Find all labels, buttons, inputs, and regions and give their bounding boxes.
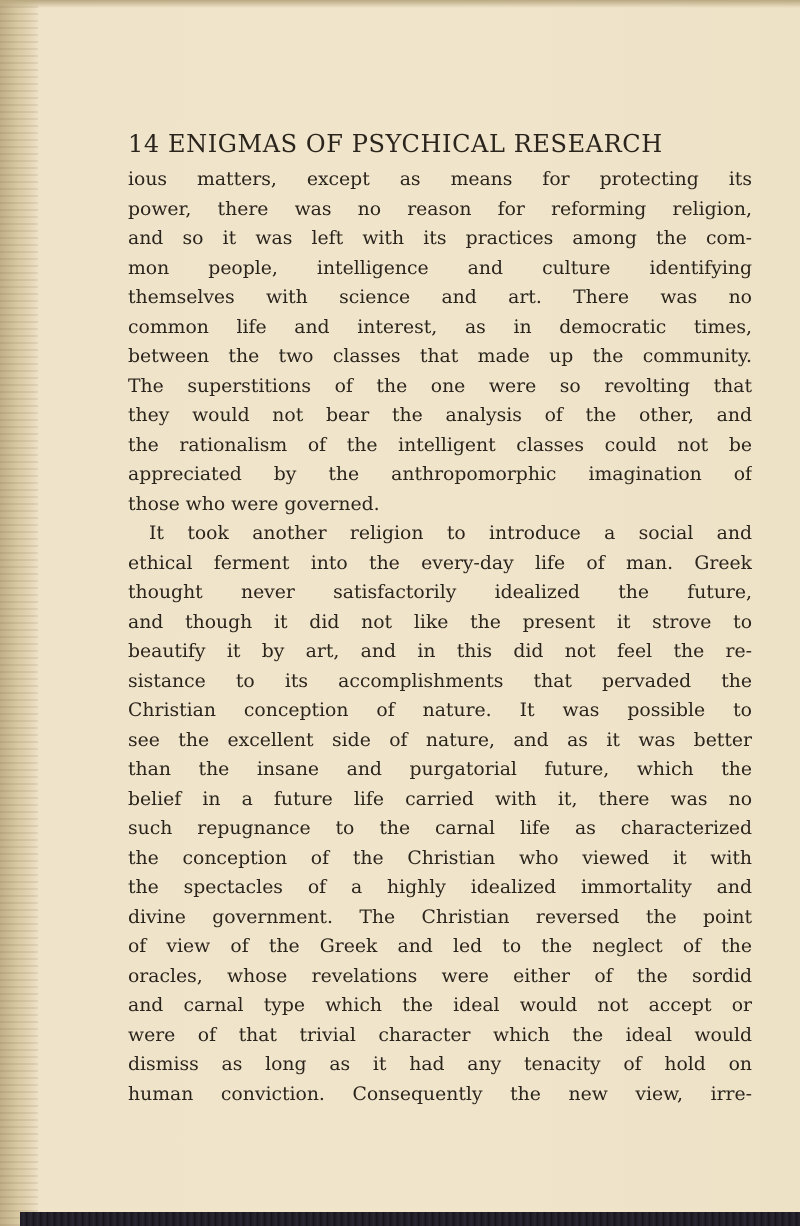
text-line: were of that trivial character which the ideal would [128,1024,752,1046]
text-line: ious matters, except as means for protecting its [128,169,752,190]
running-title: ENIGMAS OF PSYCHICAL RESEARCH [167,130,663,158]
bottom-binding-edge [20,1212,800,1226]
text-line: ethical ferment into the every-day life of man. Greek [128,552,752,574]
text-line: The superstitions of the one were so revolting that [128,375,752,397]
text-line: they would not bear the analysis of the other, and [128,405,752,426]
running-header [128,126,748,162]
text-line: and carnal type which the ideal would not accept or [128,995,752,1016]
text-line: oracles, whose revelations were either of the sordid [128,965,752,987]
text-line: such repugnance to the carnal life as characterized [128,818,752,839]
text-line: sistance to its accomplishments that pervaded the [128,670,752,692]
text-line: mon people, intelligence and culture identifying [128,257,752,279]
text-line: the rationalism of the intelligent classes could not be [128,434,752,456]
text-line: of view of the Greek and led to the neglect of the [128,936,752,957]
text-line: beautify it by art, and in this did not feel the re- [128,641,752,662]
text-line: human conviction. Consequently the new view, irre- [128,1083,752,1105]
text-line: themselves with science and art. There was no [128,287,752,308]
text-line: appreciated by the anthropomorphic imagination of [128,464,752,485]
text-line: Christian conception of nature. It was possible to [128,700,752,721]
text-line: see the excellent side of nature, and as it was better [128,729,752,751]
text-line: those who were governed. [128,493,380,515]
paragraph-1 [128,165,752,519]
text-line: and so it was left with its practices among the com- [128,228,752,249]
body-text [128,165,752,1109]
text-line: It took another religion to introduce a social and [149,523,752,544]
text-line: dismiss as long as it had any tenacity of hold on [128,1054,752,1075]
page-gutter-shadow [0,0,38,1226]
text-line: belief in a future life carried with it, there was no [128,788,752,810]
text-line: common life and interest, as in democratic times, [128,316,752,338]
page-number: 14 [128,130,160,158]
text-line: the conception of the Christian who viewed it with [128,847,752,869]
text-line: the spectacles of a highly idealized immortality and [128,877,752,898]
paragraph-2 [128,519,752,1109]
text-line: divine government. The Christian reversed the point [128,906,752,928]
text-line: and though it did not like the present it strove to [128,611,752,633]
text-line: than the insane and purgatorial future, which the [128,759,752,780]
text-line: thought never satisfactorily idealized the future, [128,582,752,603]
page-top-edge [0,0,800,8]
text-line: power, there was no reason for reforming religion, [128,198,752,220]
text-line: between the two classes that made up the community. [128,346,752,367]
